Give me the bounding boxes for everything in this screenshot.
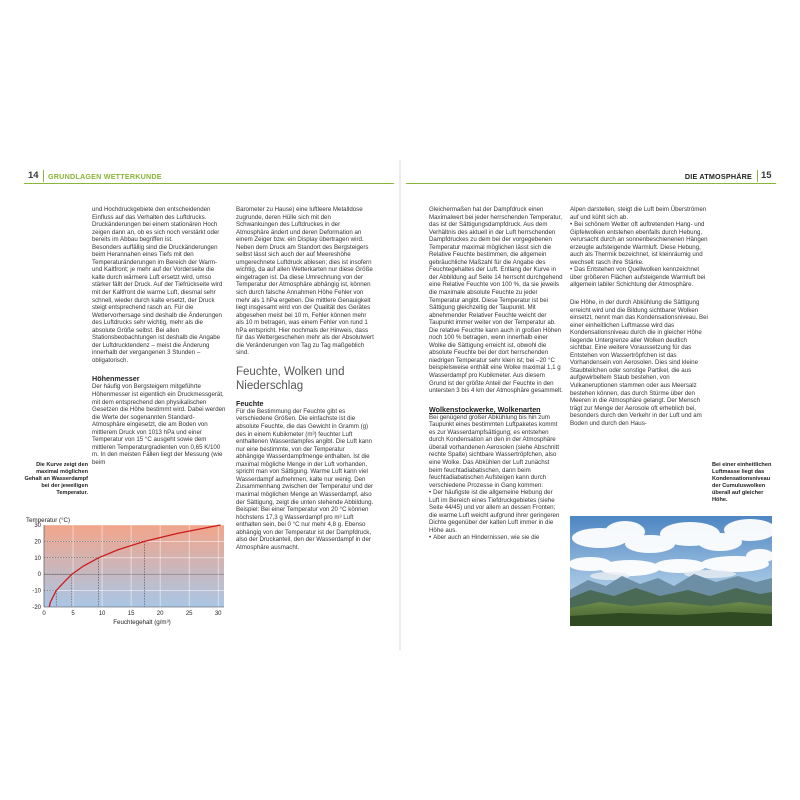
x-tick-label: 15 (127, 611, 135, 617)
y-tick-label: 0 (37, 572, 41, 579)
humidity-chart (24, 515, 229, 627)
y-tick-label: -10 (32, 588, 41, 595)
paragraph: Alpen darstellen, steigt die Luft beim Überströmen auf und kühlt sich ab. (570, 206, 707, 221)
bullet-item: • Der häufigste ist die allgemeine Hebung der Luft im Bereich eines Tiefdruckgebietes (siehe Seite 44/45) und vor allem an dessen Fronten; die warme Luft weicht aufgrund ihrer geringeren Dichte gegenüber der kalten Luft immer in die Höhe aus. (429, 489, 563, 534)
paragraph: Bei genügend großer Abkühlung bis hin zum Taupunkt eines bestimmten Luftpaketes kommt es zur Wasserdampfsättigung; es entstehen durch Kondensation an den in der Atmosphäre überall vorhandenen Aerosolen (siehe Abschnitt rechte Spalte) sichtbare Wassertröpfchen, also eine Wolke. Das Abkühlen der Luft zunächst beim feuchtadiabatischen, dann beim feuchtadiabatischen Aufsteigen kann durch verschiedene Prozesse in Gang kommen: (429, 413, 560, 489)
left-page-number: 14 (28, 170, 39, 181)
right-header-title: DIE ATMOSPHÄRE (684, 172, 752, 181)
right-header-divider (757, 170, 758, 182)
right-page-number: 15 (761, 170, 772, 181)
y-tick-label: -20 (32, 605, 41, 611)
left-header-rule (24, 183, 394, 184)
right-column-2 (570, 206, 708, 427)
right-column-1 (429, 206, 563, 542)
y-tick-labels (32, 523, 41, 611)
paragraph: Die Höhe, in der durch Abkühlung die Sättigung erreicht wird und die Bildung sichtbarer Wolken einsetzt, nennt man das Kondensationsniveau. Bei einer einheitlichen Luftmasse wird das Kondensationsniveau durch die in gleicher Höhe liegende Untergrenze aller Wolken deutlich sichtbar. Eine weitere Voraussetzung für das Entstehen von Wassertröpfchen ist das Vorhandensein von Aerosolen. Dies sind kleine Staubteilchen oder sonstige Partikel, die aus aufgewirbeltem Staub bestehen, von Vulkaneruptionen stammen oder aus Meersalz bestehen können, das durch Stürme über den Meeren in die Atmosphäre gelangt. Der Mensch trägt zur Menge der Aerosole oft erheblich bei, besonders durch den Verkehr in der Luft und am Boden und durch den Haus- (570, 299, 708, 427)
left-column-2 (236, 206, 374, 551)
x-tick-label: 30 (214, 611, 222, 617)
y-tick-label: 20 (34, 539, 41, 546)
x-tick-label: 10 (98, 611, 106, 617)
y-axis-label: Temperatur (°C) (26, 517, 71, 524)
bullet-item: • Bei schönem Wetter oft auftretenden Hang- und Gipfelwolken entstehen ebenfalls durch Hebung, verursacht durch an sonnenbeschienenen Hängen erzeugte aufsteigende Warmluft. Diese Hebung, auch als Thermik bezeichnet, ist kleinräumig und wechselt rasch ihre Stärke. (570, 221, 708, 266)
x-tick-labels (42, 611, 222, 617)
right-header-rule (406, 183, 776, 184)
x-axis-label: Feuchtegehalt (g/m³) (113, 619, 171, 626)
bullet-item: • Das Entstehen von Quellwolken kennzeichnet über größeren Flächen aufsteigende Warmluft bei allgemein labiler Schichtung der Atmosphäre. (570, 266, 708, 289)
y-tick-label: 10 (34, 555, 41, 562)
bullet-item: • Aber auch an Hindernissen, wie sie die (429, 534, 563, 542)
chart-caption: Die Kurve zeigt den maximal möglichen Gehalt an Wasserdampf bei der jeweiligen Temperatur. (24, 462, 88, 496)
x-tick-label: 20 (156, 611, 164, 617)
paragraph: Gleichermaßen hat der Dampfdruck einen Maximalwert bei jeder herrschenden Temperatur, das ist der Sättigungsdampfdruck. Aus dem Verhältnis des aktuell in der Luft herrschenden Dampfdruckes zu dem bei der vorgegebenen Temperatur maximal möglichen lässt sich die Relative Feuchte bestimmen, die allgemein gebräuchliche Maßzahl für die Angabe des Feuchtegehaltes der Luft. Entlang der Kurve in der Abbildung auf Seite 14 herrscht durchgehend eine Relative Feuchte von 100 %, da sie jeweils die maximale absolute Feuchte zu jeder Temperatur angibt. Diese Temperatur ist bei Sättigung gleichzeitig der Taupunkt. Mit abnehmender Relativer Feuchte weicht der Taupunkt immer weiter von der Temperatur ab. Die relative Feuchte kann auch in großen Höhen noch 100 % betragen, wenn innerhalb einer Wolke die Sättigung erreicht ist, obwohl die absolute Feuchte bei der dort herrschenden niedrigen Temperatur sehr klein ist; bei –20 °C beispielsweise enthält eine Wolke maximal 1,1 g Wasserdampf pro Kubikmeter. Aus diesem Grund ist der größte Anteil der Feuchte in den untersten 3 bis 4 km der Atmosphäre gesammelt. (429, 206, 563, 395)
paragraph: Barometer zu Hause) eine luftleere Metalldose zugrunde, deren Hülle sich mit den Schwankungen des Luftdruckes in der Atmosphäre ändert und deren Deformation an einem Zeiger bzw. ein Display übertragen wird. Neben dem Druck am Standort des Bergsteigers selbst lässt sich auch der auf Meereshöhe umgerechnete Luftdruck ablesen; dies ist insofern wichtig, da auf allen Wetterkarten nur diese Größe eingetragen ist. Da diese Umrechnung von der Temperatur der Atmosphäre abhängig ist, können sich durch falsche Annahmen Höhe Fehler von mehr als 1 hPa ergeben. Die mittlere Genauigkeit liegt insgesamt wird von der Qualität des Gerätes abgesehen meist bei 10 m, Fehler können mehr als 10 m betragen, was einem Fehler von rund 1 hPa entspricht. Hier nochmals der Hinweis, dass für das Wettergeschehen mehr als der Absolutwert die Veränderungen von Tag zu Tag maßgeblich sind. (236, 206, 374, 357)
cumulus-clouds-photo (570, 516, 772, 626)
paragraph: und Hochdruckgebiete den entscheidenden Einfluss auf das Verhalten des Luftdrucks. Druckänderungen bei einem stationären Hoch zeigen dann an, ob es sich noch verstärkt oder bereits im Abbau begriffen ist. (92, 206, 220, 244)
book-gutter (399, 160, 401, 650)
section-heading: Höhenmesser (92, 374, 140, 384)
y-tick-label: 30 (34, 523, 41, 529)
paragraph: Der häufig von Bergsteigern mitgeführte Höhenmesser ist eigentlich ein Druckmessgerät, mit dem entsprechend den physikalischen Gesetzen die Höhe bestimmt wird. Dabei werden die Werte der sogenannten Standard-Atmosphäre eingesetzt, die am Boden von mittlerem Druck von 1013 hPa und einer Temperatur von 15 °C ausgeht sowie dem mittleren Temperaturgradienten von 0,65 K/100 m. In den meisten Fällen liegt der Messung (wie beim (92, 383, 226, 466)
section-title: Feuchte, Wolken und Niederschlag (236, 365, 345, 392)
plot-background (44, 525, 224, 607)
left-header-divider (43, 170, 44, 182)
left-header-title: GRUNDLAGEN WETTERKUNDE (48, 172, 162, 181)
x-tick-label: 5 (71, 611, 75, 617)
x-tick-label: 0 (42, 611, 46, 617)
paragraph: Für die Bestimmung der Feuchte gibt es verschiedene Größen. Die einfachste ist die absolute Feuchte, die das Gewicht in Gramm (g) des in einem Kubikmeter (m³) feuchter Luft enthaltenen Wasserdampfes angibt. Die Luft kann nur eine bestimmte, von der Temperatur abhängige Wasserdampfmenge enthalten. Ist die maximal mögliche Menge in der Luft vorhanden, spricht man von Sättigung. Warme Luft kann viel Wasserdampf aufnehmen, kalte nur wenig. Den Zusammenhang zwischen der Temperatur und der maximal möglichen Menge an Wasserdampf, also der Sättigung, zeigt die unten stehende Abbildung. Beispiel: Bei einer Temperatur von 20 °C können höchstens 17,3 g Wasserdampf pro m³ Luft enthalten sein, bei 0 °C nur mehr 4,8 g. Ebenso abhängig von der Temperatur ist der Dampfdruck, also der Druckanteil, den der Wasserdampf in der Atmosphäre ausmacht. (236, 407, 374, 551)
section-heading: Wolkenstockwerke, Wolkenarten (429, 404, 541, 414)
left-column-1 (92, 206, 227, 467)
subsection-heading: Feuchte (236, 398, 264, 408)
x-tick-label: 25 (185, 611, 193, 617)
photo-caption: Bei einer einheitlichen Luftmasse liegt das Kondensationsniveau der Cumuluswolken überall auf gleicher Höhe. (712, 462, 772, 503)
paragraph: Besonders auffällig sind die Druckänderungen beim Herannahen eines Tiefs mit den Temperaturänderungen im Bereich der Warm- und Kaltfront; je mehr auf der Vorderseite die kalte durch wärmere Luft ersetzt wird, umso stärker fällt der Druck. Auf der Tiefrückseite wird mit der Kaltfront die warme Luft, diesmal sehr schnell, wieder durch kalte ersetzt, der Druck steigt entsprechend rasch an. Für die Wettervorhersage sind deshalb die Änderungen des Luftdrucks sehr wichtig, mehr als die absolute Größe selbst. Bei allen Stationsbeobachtungen ist deshalb die Angabe der Luftdrucktendenz – meist die Änderung innerhalb der vergangenen 3 Stunden – obligatorisch. (92, 243, 223, 364)
